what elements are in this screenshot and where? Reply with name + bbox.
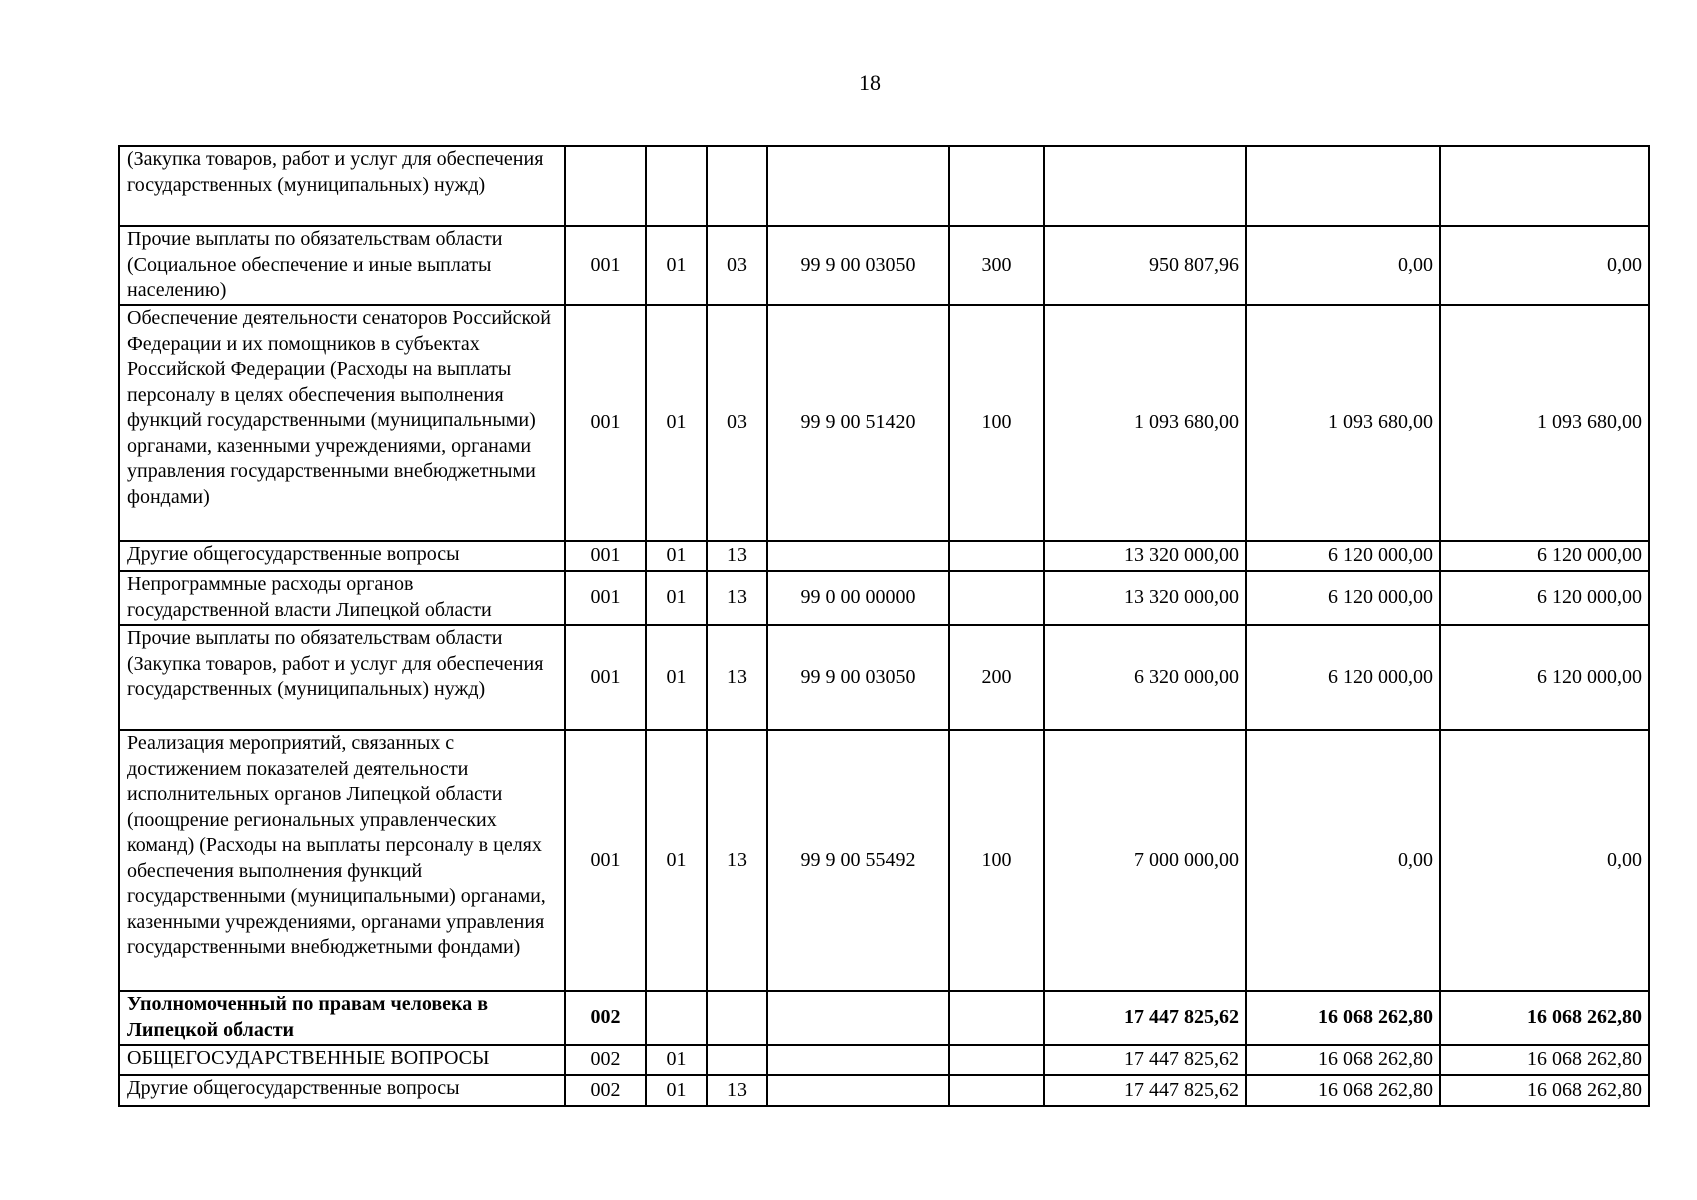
- target-article-cell: [767, 541, 949, 571]
- target-article-cell: 99 0 00 00000: [767, 571, 949, 625]
- expense-name-cell: Непрограммные расходы органов государственной власти Липецкой области: [119, 571, 565, 625]
- amount-year-3-cell: 0,00: [1440, 226, 1649, 305]
- target-article-cell: 99 9 00 03050: [767, 625, 949, 730]
- section-code-cell: 01: [646, 1075, 707, 1106]
- expense-type-cell: [949, 146, 1044, 226]
- expense-type-cell: [949, 1045, 1044, 1075]
- amount-year-3-cell: 16 068 262,80: [1440, 1075, 1649, 1106]
- section-code-cell: 01: [646, 305, 707, 541]
- section-code-cell: 01: [646, 571, 707, 625]
- target-article-cell: 99 9 00 55492: [767, 730, 949, 991]
- table-row: [119, 730, 1649, 991]
- amount-year-1-cell: 13 320 000,00: [1044, 541, 1246, 571]
- expense-name-cell: Реализация мероприятий, связанных с достижением показателей деятельности исполнительных органов Липецкой области (поощрение региональных управленческих команд) (Расходы на выплаты персоналу в целях обеспечения выполнения функций государственными (муниципальными) органами, казенными учреждениями, органами управления государственными внебюджетными фондами): [119, 730, 565, 991]
- amount-year-2-cell: 1 093 680,00: [1246, 305, 1440, 541]
- subsection-code-cell: 13: [707, 730, 767, 991]
- subsection-code-cell: 03: [707, 226, 767, 305]
- amount-year-3-cell: 16 068 262,80: [1440, 1045, 1649, 1075]
- section-code-cell: [646, 991, 707, 1045]
- target-article-cell: 99 9 00 03050: [767, 226, 949, 305]
- subsection-code-cell: [707, 991, 767, 1045]
- target-article-cell: [767, 146, 949, 226]
- amount-year-2-cell: 16 068 262,80: [1246, 1075, 1440, 1106]
- expense-type-cell: [949, 1075, 1044, 1106]
- expense-name-cell: ОБЩЕГОСУДАРСТВЕННЫЕ ВОПРОСЫ: [119, 1045, 565, 1075]
- target-article-cell: [767, 991, 949, 1045]
- target-article-cell: [767, 1045, 949, 1075]
- amount-year-3-cell: 6 120 000,00: [1440, 571, 1649, 625]
- department-code-cell: 001: [565, 730, 646, 991]
- subsection-code-cell: 13: [707, 571, 767, 625]
- expense-type-cell: [949, 991, 1044, 1045]
- section-code-cell: [646, 146, 707, 226]
- amount-year-2-cell: 16 068 262,80: [1246, 991, 1440, 1045]
- amount-year-1-cell: [1044, 146, 1246, 226]
- table-row: [119, 991, 1649, 1045]
- department-code-cell: 002: [565, 1075, 646, 1106]
- amount-year-2-cell: 6 120 000,00: [1246, 625, 1440, 730]
- amount-year-1-cell: 17 447 825,62: [1044, 1045, 1246, 1075]
- amount-year-2-cell: [1246, 146, 1440, 226]
- section-code-cell: 01: [646, 541, 707, 571]
- table-row: [119, 146, 1649, 226]
- expense-type-cell: 100: [949, 305, 1044, 541]
- expense-name-cell: Прочие выплаты по обязательствам области (Социальное обеспечение и иные выплаты населению): [119, 226, 565, 305]
- subsection-code-cell: 13: [707, 1075, 767, 1106]
- table-row: [119, 571, 1649, 625]
- department-code-cell: [565, 146, 646, 226]
- amount-year-2-cell: 16 068 262,80: [1246, 1045, 1440, 1075]
- amount-year-3-cell: 16 068 262,80: [1440, 991, 1649, 1045]
- department-code-cell: 002: [565, 991, 646, 1045]
- table-row: [119, 305, 1649, 541]
- table-row: [119, 1045, 1649, 1075]
- expense-name-cell: Уполномоченный по правам человека в Липецкой области: [119, 991, 565, 1045]
- amount-year-3-cell: 0,00: [1440, 730, 1649, 991]
- amount-year-1-cell: 17 447 825,62: [1044, 1075, 1246, 1106]
- expense-name-cell: Обеспечение деятельности сенаторов Российской Федерации и их помощников в субъектах Российской Федерации (Расходы на выплаты персоналу в целях обеспечения выполнения функций государственными (муниципальными) органами, казенными учреждениями, органами управления государственными внебюджетными фондами): [119, 305, 565, 541]
- target-article-cell: [767, 1075, 949, 1106]
- subsection-code-cell: 13: [707, 625, 767, 730]
- budget-table: [118, 145, 1650, 1107]
- amount-year-3-cell: 6 120 000,00: [1440, 541, 1649, 571]
- amount-year-1-cell: 17 447 825,62: [1044, 991, 1246, 1045]
- expense-type-cell: 100: [949, 730, 1044, 991]
- amount-year-2-cell: 6 120 000,00: [1246, 571, 1440, 625]
- department-code-cell: 001: [565, 571, 646, 625]
- amount-year-3-cell: [1440, 146, 1649, 226]
- page-number: 18: [859, 70, 881, 95]
- expense-name-cell: (Закупка товаров, работ и услуг для обеспечения государственных (муниципальных) нужд): [119, 146, 565, 226]
- expense-name-cell: Другие общегосударственные вопросы: [119, 1075, 565, 1106]
- table-row: [119, 1075, 1649, 1106]
- subsection-code-cell: [707, 146, 767, 226]
- section-code-cell: 01: [646, 1045, 707, 1075]
- subsection-code-cell: [707, 1045, 767, 1075]
- department-code-cell: 001: [565, 541, 646, 571]
- amount-year-1-cell: 7 000 000,00: [1044, 730, 1246, 991]
- department-code-cell: 002: [565, 1045, 646, 1075]
- amount-year-1-cell: 1 093 680,00: [1044, 305, 1246, 541]
- amount-year-2-cell: 0,00: [1246, 226, 1440, 305]
- amount-year-1-cell: 13 320 000,00: [1044, 571, 1246, 625]
- table-row: [119, 226, 1649, 305]
- expense-name-cell: Другие общегосударственные вопросы: [119, 541, 565, 571]
- expense-name-cell: Прочие выплаты по обязательствам области (Закупка товаров, работ и услуг для обеспечения государственных (муниципальных) нужд): [119, 625, 565, 730]
- budget-table-body: [119, 146, 1649, 1106]
- section-code-cell: 01: [646, 730, 707, 991]
- expense-type-cell: [949, 571, 1044, 625]
- department-code-cell: 001: [565, 226, 646, 305]
- expense-type-cell: 200: [949, 625, 1044, 730]
- table-row: [119, 625, 1649, 730]
- department-code-cell: 001: [565, 625, 646, 730]
- amount-year-3-cell: 1 093 680,00: [1440, 305, 1649, 541]
- amount-year-2-cell: 6 120 000,00: [1246, 541, 1440, 571]
- section-code-cell: 01: [646, 625, 707, 730]
- table-row: [119, 541, 1649, 571]
- amount-year-2-cell: 0,00: [1246, 730, 1440, 991]
- section-code-cell: 01: [646, 226, 707, 305]
- amount-year-1-cell: 950 807,96: [1044, 226, 1246, 305]
- expense-type-cell: [949, 541, 1044, 571]
- subsection-code-cell: 13: [707, 541, 767, 571]
- subsection-code-cell: 03: [707, 305, 767, 541]
- amount-year-1-cell: 6 320 000,00: [1044, 625, 1246, 730]
- amount-year-3-cell: 6 120 000,00: [1440, 625, 1649, 730]
- target-article-cell: 99 9 00 51420: [767, 305, 949, 541]
- department-code-cell: 001: [565, 305, 646, 541]
- expense-type-cell: 300: [949, 226, 1044, 305]
